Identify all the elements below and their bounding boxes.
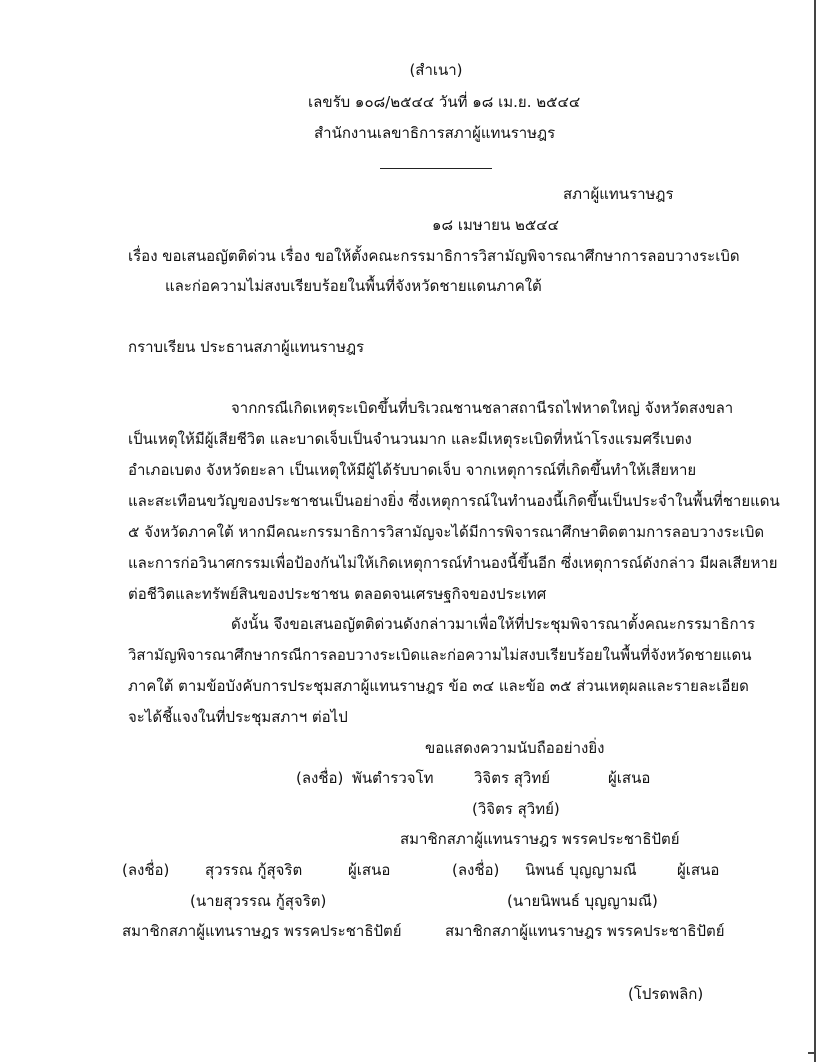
body-line: วิสามัญพิจารณาศึกษากรณีการลอบวางระเบิดและก่อความไม่สงบเรียบร้อยในพื้นที่จังหวัดชายแดน: [128, 646, 752, 664]
right-signer-role: ผู้เสนอ: [677, 861, 720, 879]
header-divider: [380, 168, 492, 169]
receipt-line: เลขรับ ๑๐๘/๒๕๔๔ วันที่ ๑๘ เม.ย. ๒๕๔๔: [308, 93, 581, 111]
left-printed-name: (นายสุวรรณ กู้สุจริต): [190, 892, 327, 910]
closing: ขอแสดงความนับถืออย่างยิ่ง: [425, 739, 605, 757]
main-signer-name: วิจิตร สุวิทย์: [474, 769, 551, 787]
right-sign-label: (ลงชื่อ): [452, 861, 500, 879]
body-line: ภาคใต้ ตามข้อบังคับการประชุมสภาผู้แทนราษฎร ข้อ ๓๔ และข้อ ๓๕ ส่วนเหตุผลและรายละเอียด: [128, 677, 749, 695]
body-line: และการก่อวินาศกรรมเพื่อป้องกันไม่ให้เกิดเหตุการณ์ทำนองนี้ขึ้นอีก ซึ่งเหตุการณ์ดังกล่าว มีผลเสียหาย: [128, 554, 778, 572]
main-signer-rank: พันตำรวจโท: [352, 769, 434, 787]
main-sign-label: (ลงชื่อ): [296, 769, 344, 787]
left-position: สมาชิกสภาผู้แทนราษฎร พรรคประชาธิปัตย์: [122, 922, 402, 940]
body-line: ดังนั้น จึงขอเสนอญัตติด่วนดังกล่าวมาเพื่อให้ที่ประชุมพิจารณาตั้งคณะกรรมาธิการ: [231, 615, 756, 633]
body-line: อำเภอเบตง จังหวัดยะลา เป็นเหตุให้มีผู้ได้รับบาดเจ็บ จากเหตุการณ์ที่เกิดขึ้นทำให้เสียหาย: [128, 461, 697, 479]
body-line: จากกรณีเกิดเหตุระเบิดขึ้นที่บริเวณชานชลาสถานีรถไฟหาดใหญ่ จังหวัดสงขลา: [231, 399, 734, 417]
office-name: สำนักงานเลขาธิการสภาผู้แทนราษฎร: [314, 124, 556, 142]
main-position: สมาชิกสภาผู้แทนราษฎร พรรคประชาธิปัตย์: [400, 830, 680, 848]
main-signer-role: ผู้เสนอ: [608, 769, 651, 787]
left-signer-name: สุวรรณ กู้สุจริต: [205, 861, 303, 879]
body-line: และสะเทือนขวัญของประชาชนเป็นอย่างยิ่ง ซึ่งเหตุการณ์ในทำนองนี้เกิดขึ้นเป็นประจำในพื้นที่ชายแดน: [128, 492, 780, 510]
salutation: กราบเรียน ประธานสภาผู้แทนราษฎร: [128, 338, 365, 356]
main-printed-name: (วิจิตร สุวิทย์): [472, 800, 560, 818]
right-position: สมาชิกสภาผู้แทนราษฎร พรรคประชาธิปัตย์: [445, 922, 725, 940]
right-signer-name: นิพนธ์ บุญญามณี: [525, 861, 637, 879]
right-printed-name: (นายนิพนธ์ บุญญามณี): [507, 892, 658, 910]
copy-mark: (สำเนา): [409, 61, 463, 79]
body-line: เป็นเหตุให้มีผู้เสียชีวิต และบาดเจ็บเป็นจำนวนมาก และมีเหตุระเบิดที่หน้าโรงแรมศรีเบตง: [128, 430, 692, 448]
subject-line-1: เรื่อง ขอเสนอญัตติด่วน เรื่อง ขอให้ตั้งคณะกรรมาธิการวิสามัญพิจารณาศึกษาการลอบวางระเบิด: [128, 247, 740, 265]
sender: สภาผู้แทนราษฎร: [563, 185, 674, 203]
body-line: ต่อชีวิตและทรัพย์สินของประชาชน ตลอดจนเศรษฐกิจของประเทศ: [128, 585, 547, 603]
subject-line-2: และก่อความไม่สงบเรียบร้อยในพื้นที่จังหวัดชายแดนภาคใต้: [165, 277, 542, 295]
left-signer-role: ผู้เสนอ: [348, 861, 391, 879]
letter-date: ๑๘ เมษายน ๒๕๔๔: [432, 216, 559, 234]
turn-over-note: (โปรดพลิก): [628, 985, 704, 1003]
scan-edge-corner: [808, 1052, 816, 1054]
body-line: ๕ จังหวัดภาคใต้ หากมีคณะกรรมาธิการวิสามัญจะได้มีการพิจารณาศึกษาติดตามการลอบวางระเบิด: [128, 523, 765, 541]
body-line: จะได้ชี้แจงในที่ประชุมสภาฯ ต่อไป: [128, 708, 348, 726]
left-sign-label: (ลงชื่อ): [122, 861, 170, 879]
